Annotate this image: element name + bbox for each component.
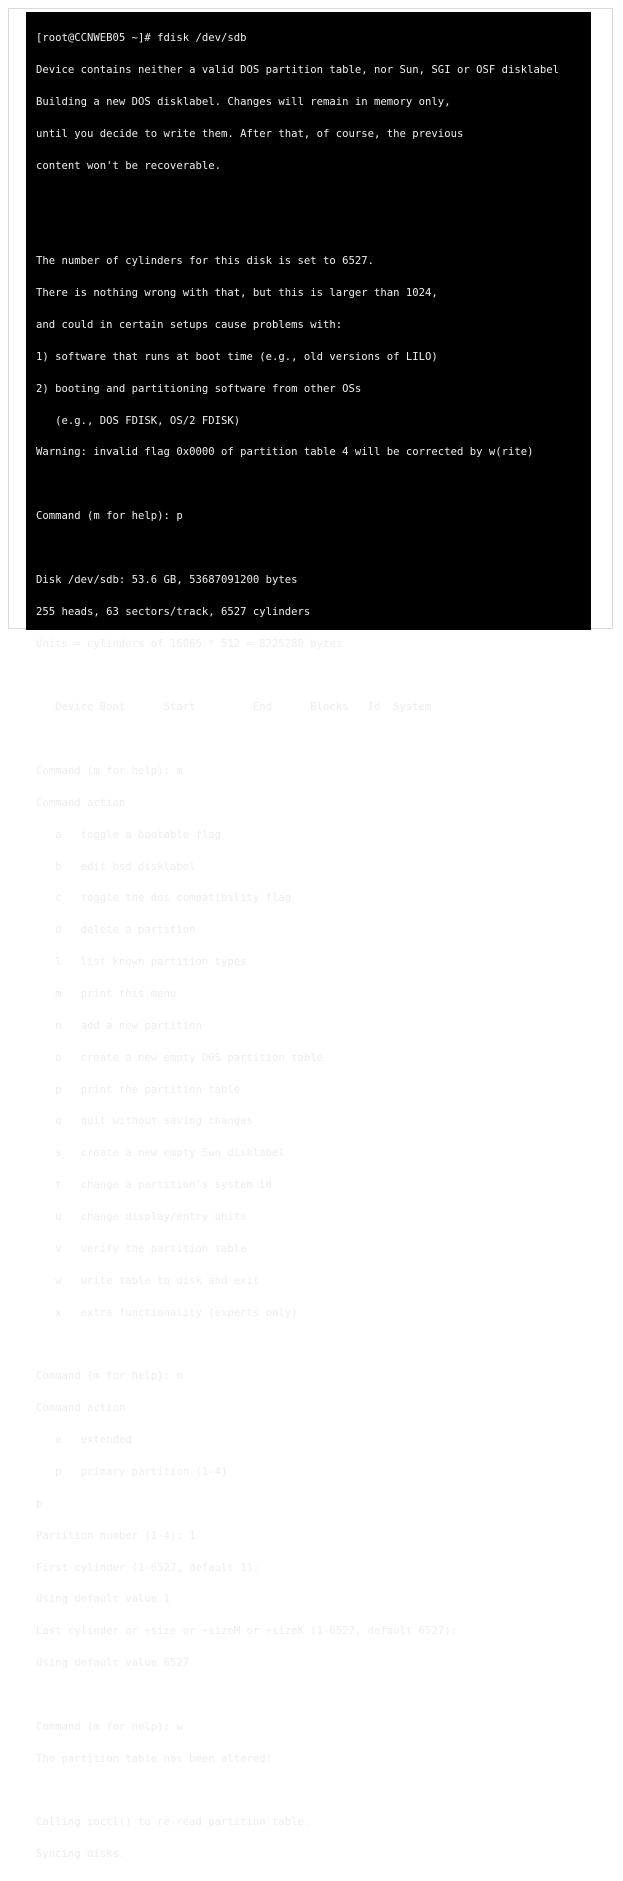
terminal-line bbox=[36, 543, 591, 554]
terminal-line: Command (m for help): p bbox=[36, 510, 183, 523]
terminal-line: p primary partition (1-4) bbox=[36, 1465, 228, 1478]
terminal-line: [root@CCNWEB05 ~]# fdisk /dev/sdb bbox=[36, 32, 247, 45]
terminal-line: The number of cylinders for this disk is set to 6527. bbox=[36, 255, 375, 268]
terminal-output bbox=[36, 12, 591, 1881]
terminal-line: Command (m for help): m bbox=[36, 765, 183, 778]
terminal-line: (e.g., DOS FDISK, OS/2 FDISK) bbox=[36, 414, 241, 427]
terminal-line: and could in certain setups cause problems with: bbox=[36, 318, 343, 331]
terminal-line: Partition number (1-4): 1 bbox=[36, 1529, 196, 1542]
terminal-line: b edit bsd disklabel bbox=[36, 860, 196, 873]
terminal-line: a toggle a bootable flag bbox=[36, 828, 221, 841]
terminal-line bbox=[36, 670, 591, 681]
terminal-line: until you decide to write them. After that, of course, the previous bbox=[36, 127, 464, 140]
terminal-line: Building a new DOS disklabel. Changes will remain in memory only, bbox=[36, 95, 451, 108]
terminal-line: u change display/entry units bbox=[36, 1211, 247, 1224]
terminal-line: c toggle the dos compatibility flag bbox=[36, 892, 292, 905]
terminal-line: q quit without saving changes bbox=[36, 1115, 253, 1128]
terminal-line: Command action bbox=[36, 796, 126, 809]
terminal-line: content won't be recoverable. bbox=[36, 159, 221, 172]
terminal-line: n add a new partition bbox=[36, 1019, 202, 1032]
terminal-line bbox=[36, 1339, 591, 1350]
terminal-line: 2) booting and partitioning software from other OSs bbox=[36, 382, 362, 395]
terminal-line: Using default value 1 bbox=[36, 1593, 170, 1606]
terminal-line: Command action bbox=[36, 1402, 126, 1415]
terminal-line: e extended bbox=[36, 1434, 132, 1447]
terminal-line: Last cylinder or +size or +sizeM or +sizeK (1-6527, default 6527): bbox=[36, 1625, 457, 1638]
terminal-line: 255 heads, 63 sectors/track, 6527 cylinders bbox=[36, 605, 311, 618]
terminal-line: p print the partition table bbox=[36, 1083, 241, 1096]
terminal-line: v verify the partition table bbox=[36, 1242, 247, 1255]
terminal-line bbox=[36, 734, 591, 745]
terminal-line: First cylinder (1-6527, default 1): bbox=[36, 1561, 260, 1574]
terminal-line: d delete a partition bbox=[36, 924, 196, 937]
terminal-line: Units = cylinders of 16065 * 512 = 8225280 bytes bbox=[36, 637, 343, 650]
terminal-line: The partition table has been altered! bbox=[36, 1752, 272, 1765]
terminal-line: Disk /dev/sdb: 53.6 GB, 53687091200 bytes bbox=[36, 573, 298, 586]
terminal-line bbox=[36, 193, 591, 204]
terminal-line: s create a new empty Sun disklabel bbox=[36, 1147, 285, 1160]
terminal-line: Syncing disks. bbox=[36, 1848, 126, 1861]
terminal-line: There is nothing wrong with that, but this is larger than 1024, bbox=[36, 287, 438, 300]
terminal-line: t change a partition's system id bbox=[36, 1179, 272, 1192]
terminal-line: Command (m for help): w bbox=[36, 1720, 183, 1733]
terminal-line: 1) software that runs at boot time (e.g., old versions of LILO) bbox=[36, 350, 438, 363]
terminal-line: Device Boot Start End Blocks Id System bbox=[36, 701, 432, 714]
terminal-line: x extra functionality (experts only) bbox=[36, 1306, 298, 1319]
terminal-line: Command (m for help): n bbox=[36, 1370, 183, 1383]
terminal-line bbox=[36, 224, 591, 235]
terminal-line: p bbox=[36, 1497, 43, 1510]
terminal-line: o create a new empty DOS partition table bbox=[36, 1051, 324, 1064]
terminal-line: w write table to disk and exit bbox=[36, 1274, 260, 1287]
terminal-line: Using default value 6527 bbox=[36, 1657, 190, 1670]
terminal-window[interactable] bbox=[26, 12, 591, 1861]
terminal-line bbox=[36, 1786, 591, 1797]
terminal-line bbox=[36, 479, 591, 490]
terminal-line: Calling ioctl() to re-read partition table. bbox=[36, 1816, 311, 1829]
terminal-line: m print this menu bbox=[36, 988, 177, 1001]
terminal-line: Warning: invalid flag 0x0000 of partition table 4 will be corrected by w(rite) bbox=[36, 446, 534, 459]
terminal-line: l list known partition types bbox=[36, 956, 247, 969]
terminal-line bbox=[36, 1690, 591, 1701]
terminal-line: Device contains neither a valid DOS partition table, nor Sun, SGI or OSF disklabel bbox=[36, 64, 559, 77]
